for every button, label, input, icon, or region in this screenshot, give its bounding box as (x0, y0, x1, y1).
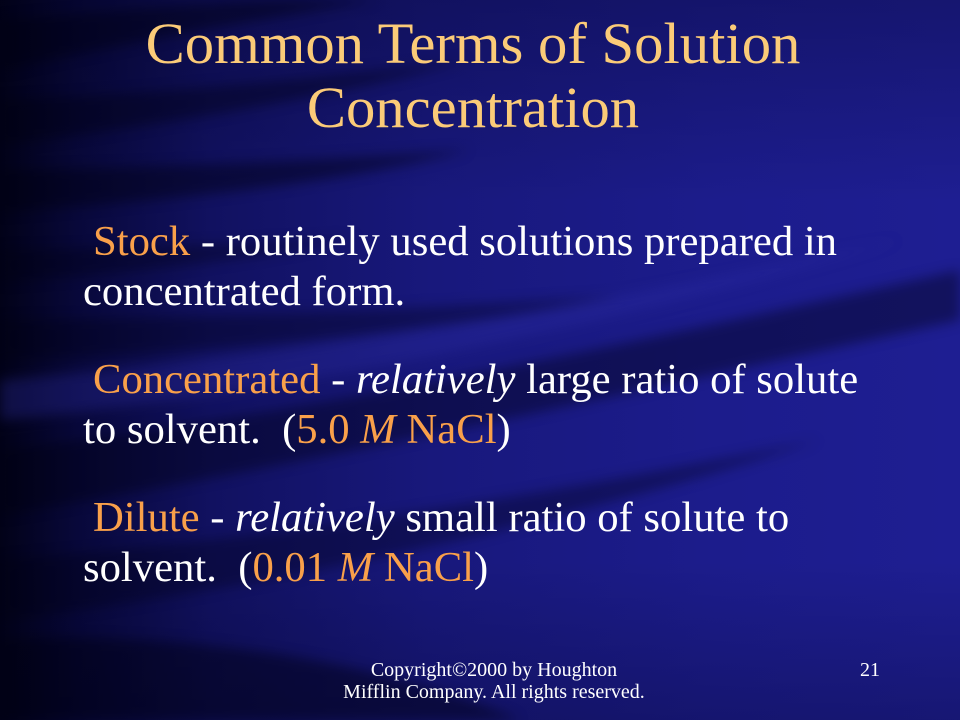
term-dash: - (320, 356, 356, 403)
term-definition: large ratio of solute to solvent. (83, 356, 869, 453)
example-molarity: 0.01 (252, 544, 328, 591)
example-close-paren: ) (474, 544, 489, 591)
slide-number: 21 (860, 659, 880, 681)
example-unit: M (360, 406, 396, 453)
example-unit: M (337, 544, 374, 591)
term-paragraph-stock (83, 217, 883, 317)
term-paragraph-dilute (83, 493, 883, 593)
term-definition: routinely used solutions prepared in concentrated form. (83, 218, 848, 315)
example-solute: NaCl (406, 406, 497, 453)
example-open-paren: ( (238, 544, 253, 591)
background-swoosh (0, 150, 470, 212)
term-dash: - (190, 218, 226, 265)
term-name: Stock (93, 218, 191, 265)
term-qualifier: relatively (355, 356, 516, 403)
term-qualifier: relatively (235, 494, 395, 541)
term-name: Dilute (93, 494, 200, 541)
term-name: Concentrated (93, 356, 321, 403)
slide-body (83, 217, 883, 593)
slide-title: Common Terms of Solution Concentration (145, 11, 801, 140)
term-paragraph-concentrated (83, 355, 883, 455)
example-solute: NaCl (383, 544, 475, 591)
footer-copyright-line: Mifflin Company. All rights reserved. (343, 681, 645, 703)
term-definition: small ratio of solute to solvent. (83, 494, 800, 591)
example-open-paren: ( (282, 406, 297, 453)
slide-footer (334, 659, 654, 703)
example-molarity: 5.0 (296, 406, 350, 453)
footer-copyright-line: Copyright©2000 by Houghton (370, 659, 618, 681)
term-dash: - (199, 494, 236, 541)
example-close-paren: ) (496, 406, 511, 453)
